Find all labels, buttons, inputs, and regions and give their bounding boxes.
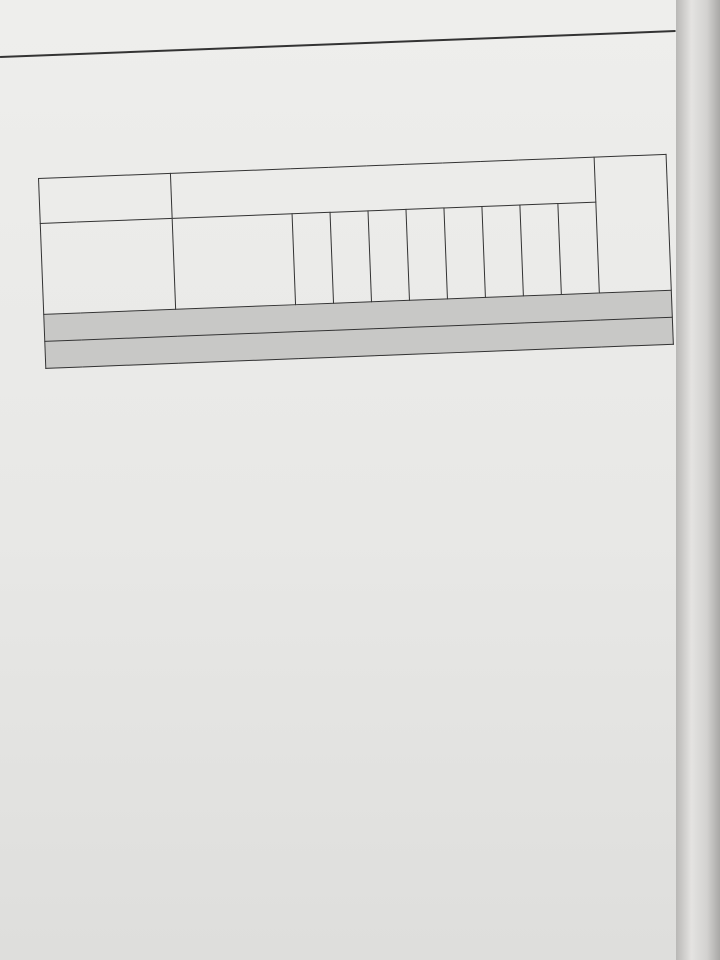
km-column-header <box>330 211 371 303</box>
interval-label <box>39 173 173 223</box>
km-column-header <box>406 208 447 300</box>
maintenance-schedule-table <box>38 154 674 369</box>
interval-note <box>40 218 175 314</box>
km-column-header <box>520 204 561 296</box>
distance-unit <box>172 214 295 310</box>
book-spine <box>676 0 720 960</box>
km-column-header <box>444 206 485 298</box>
km-column-header <box>482 205 523 297</box>
km-column-header <box>558 202 599 294</box>
km-column-header <box>292 212 333 304</box>
km-column-header <box>368 209 409 301</box>
months-header <box>594 154 671 293</box>
